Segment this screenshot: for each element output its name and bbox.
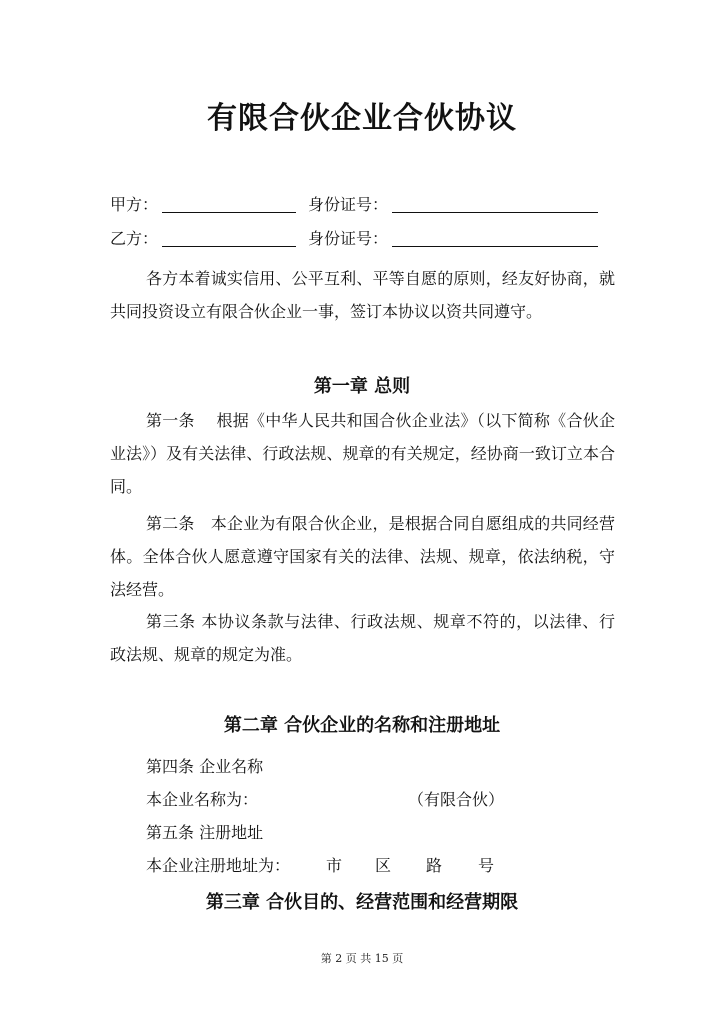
article-4-heading: 第四条 企业名称	[146, 757, 264, 776]
article-5-heading: 第五条 注册地址	[146, 823, 264, 842]
party-a-label: 甲方：	[110, 195, 159, 214]
preamble-paragraph: 各方本着诚实信用、公平互利、平等自愿的原则，经友好协商，就共同投资设立有限合伙企业一事，签订本协议以资共同遵守。	[110, 269, 615, 321]
party-b-id-blank	[392, 246, 598, 247]
article-2-paragraph: 第二条 本企业为有限合伙企业，是根据合同自愿组成的共同经营体。全体合伙人愿意遵守国家有关的法律、法规、规章，依法纳税，守法经营。	[110, 514, 615, 599]
enterprise-name-suffix: （有限合伙）	[408, 790, 505, 809]
article-3-paragraph: 第三条 本协议条款与法律、行政法规、规章不符的，以法律、行政法规、规章的规定为准。	[110, 612, 615, 664]
document-title: 有限合伙企业合伙协议	[207, 101, 517, 136]
party-b-name-blank	[162, 246, 296, 247]
page-footer: 第 2 页 共 15 页	[320, 952, 404, 965]
chapter-3-heading: 第三章 合伙目的、经营范围和经营期限	[205, 892, 519, 913]
address-number-unit: 号	[478, 856, 495, 875]
address-road-unit: 路	[426, 856, 443, 875]
party-a-id-blank	[392, 212, 598, 213]
address-city-unit: 市	[326, 856, 343, 875]
enterprise-name-label: 本企业名称为：	[146, 790, 259, 809]
registered-address-label: 本企业注册地址为：	[146, 856, 291, 875]
party-b-label: 乙方：	[110, 229, 159, 248]
party-a-id-label: 身份证号：	[308, 195, 389, 214]
address-district-unit: 区	[375, 856, 392, 875]
chapter-1-heading: 第一章 总则	[313, 376, 411, 397]
chapter-2-heading: 第二章 合伙企业的名称和注册地址	[223, 715, 501, 736]
party-b-id-label: 身份证号：	[308, 229, 389, 248]
article-1-paragraph: 第一条 根据《中华人民共和国合伙企业法》（以下简称《合伙企业法》）及有关法律、行政法规、规章的有关规定，经协商一致订立本合同。	[110, 411, 615, 496]
party-a-name-blank	[162, 212, 296, 213]
